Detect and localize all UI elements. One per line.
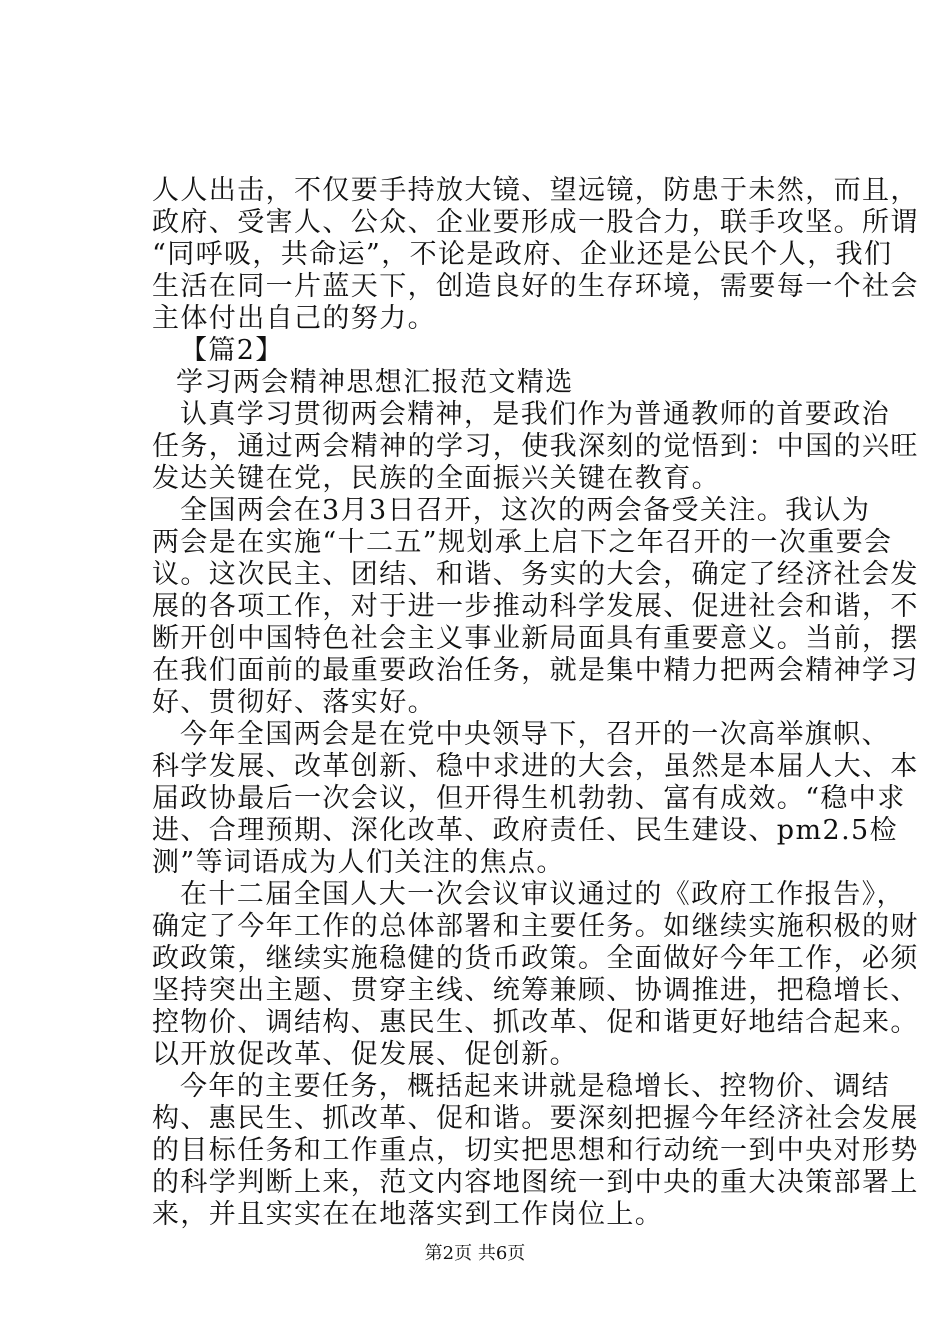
paragraph-first-line: 今年全国两会是在党中央领导下，召开的一次高举旗帜、 <box>180 719 890 750</box>
body-line: 生活在同一片蓝天下，创造良好的生存环境，需要每一个社会 <box>152 271 919 302</box>
body-line: 好、贯彻好、落实好。 <box>152 687 436 718</box>
body-line: 主体付出自己的努力。 <box>152 303 436 334</box>
body-line: 任务，通过两会精神的学习，使我深刻的觉悟到：中国的兴旺 <box>152 431 919 462</box>
document-body <box>152 175 919 1231</box>
body-line: 确定了今年工作的总体部署和主要任务。如继续实施积极的财 <box>152 911 919 942</box>
body-line: 构、惠民生、抓改革、促和谐。要深刻把握今年经济社会发展 <box>152 1103 919 1134</box>
body-line: 人人出击，不仅要手持放大镜、望远镜，防患于未然，而且， <box>152 175 919 206</box>
paragraph-first-line: 认真学习贯彻两会精神，是我们作为普通教师的首要政治 <box>180 399 890 430</box>
body-line: 政府、受害人、公众、企业要形成一股合力，联手攻坚。所谓 <box>152 207 919 238</box>
paragraph-first-line: 全国两会在3月3日召开，这次的两会备受关注。我认为 <box>180 495 871 526</box>
body-line: 议。这次民主、团结、和谐、务实的大会，确定了经济社会发 <box>152 559 919 590</box>
article-title: 学习两会精神思想汇报范文精选 <box>176 367 574 398</box>
body-line: 在我们面前的最重要政治任务，就是集中精力把两会精神学习 <box>152 655 919 686</box>
paragraph-first-line: 在十二届全国人大一次会议审议通过的《政府工作报告》， <box>180 879 905 910</box>
section-heading: 【篇2】 <box>180 335 284 366</box>
body-line: “同呼吸，共命运”，不论是政府、企业还是公民个人，我们 <box>152 239 893 270</box>
body-line: 届政协最后一次会议，但开得生机勃勃、富有成效。“稳中求 <box>152 783 906 814</box>
page-number-footer: 第2页 共6页 <box>424 1243 526 1264</box>
body-line: 测”等词语成为人们关注的焦点。 <box>152 847 565 878</box>
body-line: 以开放促改革、促发展、促创新。 <box>152 1039 578 1070</box>
body-line: 进、合理预期、深化改革、政府责任、民生建设、pm2.5检 <box>152 815 899 846</box>
body-line: 坚持突出主题、贯穿主线、统筹兼顾、协调推进，把稳增长、 <box>152 975 919 1006</box>
body-line: 展的各项工作，对于进一步推动科学发展、促进社会和谐，不 <box>152 591 919 622</box>
body-line: 政政策，继续实施稳健的货币政策。全面做好今年工作，必须 <box>152 943 919 974</box>
body-line: 控物价、调结构、惠民生、抓改革、促和谐更好地结合起来。 <box>152 1007 919 1038</box>
paragraph-first-line: 今年的主要任务，概括起来讲就是稳增长、控物价、调结 <box>180 1071 890 1102</box>
body-line: 科学发展、改革创新、稳中求进的大会，虽然是本届人大、本 <box>152 751 919 782</box>
body-line: 的科学判断上来，范文内容地图统一到中央的重大决策部署上 <box>152 1167 919 1198</box>
body-line: 断开创中国特色社会主义事业新局面具有重要意义。当前，摆 <box>152 623 919 654</box>
body-line: 发达关键在党，民族的全面振兴关键在教育。 <box>152 463 720 494</box>
body-line: 来，并且实实在在地落实到工作岗位上。 <box>152 1199 664 1230</box>
body-line: 两会是在实施“十二五”规划承上启下之年召开的一次重要会 <box>152 527 893 558</box>
body-line: 的目标任务和工作重点，切实把思想和行动统一到中央对形势 <box>152 1135 919 1166</box>
